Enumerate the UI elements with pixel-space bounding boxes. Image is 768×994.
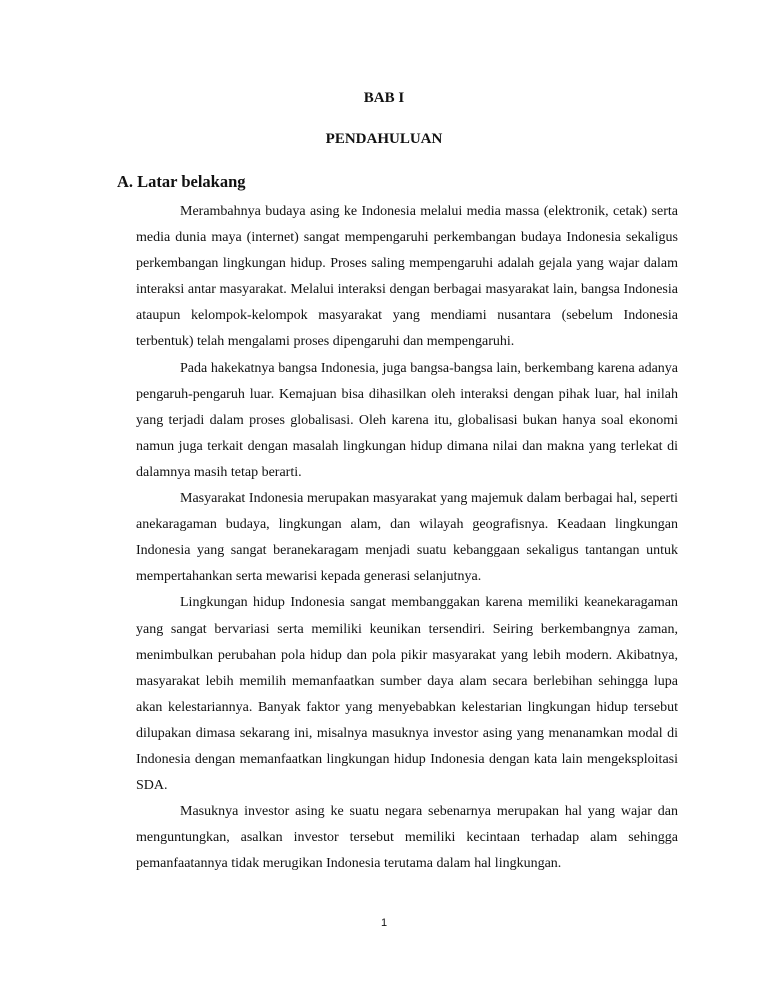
- page-number: 1: [380, 917, 388, 929]
- chapter-number: BAB I: [363, 90, 405, 106]
- paragraph-5: Masuknya investor asing ke suatu negara sebenarnya merupakan hal yang wajar dan menguntungkan, asalkan investor tersebut memiliki kecintaan terhadap alam sehingga pemanfaatannya tidak merugikan Indonesia terutama dalam hal lingkungan.: [136, 804, 678, 872]
- paragraph-2: Pada hakekatnya bangsa Indonesia, juga bangsa-bangsa lain, berkembang karena adanya pengaruh-pengaruh luar. Kemajuan bisa dihasilkan oleh interaksi dengan pihak luar, hal inilah yang terjadi dalam proses globalisasi. Oleh karena itu, globalisasi bukan hanya soal ekonomi namun juga terkait dengan masalah lingkungan hidup dimana nilai dan makna yang terlekat di dalamnya masih tetap berarti.: [136, 360, 678, 480]
- section-heading: A. Latar belakang: [117, 172, 246, 191]
- paragraph-4: Lingkungan hidup Indonesia sangat membanggakan karena memiliki keanekaragaman yang sangat bervariasi serta memiliki keunikan tersendiri. Seiring berkembangnya zaman, menimbulkan perubahan pola hidup dan pola pikir masyarakat yang lebih modern. Akibatnya, masyarakat lebih memilih memanfaatkan sumber daya alam secara berlebihan sehingga lupa akan kelestariannya. Banyak faktor yang menyebabkan kelestarian lingkungan hidup tersebut dilupakan dimasa sekarang ini, misalnya masuknya investor asing yang menanamkan modal di Indonesia dengan memanfaatkan lingkungan hidup Indonesia dengan kata lain mengeksploitasi SDA.: [136, 595, 678, 794]
- paragraph-1: Merambahnya budaya asing ke Indonesia melalui media massa (elektronik, cetak) serta media dunia maya (internet) sangat mempengaruhi perkembangan budaya Indonesia sekaligus perkembangan lingkungan hidup. Proses saling mempengaruhi adalah gejala yang wajar dalam interaksi antar masyarakat. Melalui interaksi dengan berbagai masyarakat lain, bangsa Indonesia ataupun kelompok-kelompok masyarakat yang mendiami nusantara (sebelum Indonesia terbentuk) telah mengalami proses dipengaruhi dan mempengaruhi.: [136, 204, 678, 350]
- body-text: [136, 199, 678, 877]
- chapter-title: PENDAHULUAN: [325, 131, 443, 147]
- paragraph-3: Masyarakat Indonesia merupakan masyarakat yang majemuk dalam berbagai hal, seperti anekaragaman budaya, lingkungan alam, dan wilayah geografisnya. Keadaan lingkungan Indonesia yang sangat beranekaragam menjadi suatu kebanggaan sekaligus tantangan untuk mempertahankan serta mewarisi kepada generasi selanjutnya.: [136, 491, 678, 585]
